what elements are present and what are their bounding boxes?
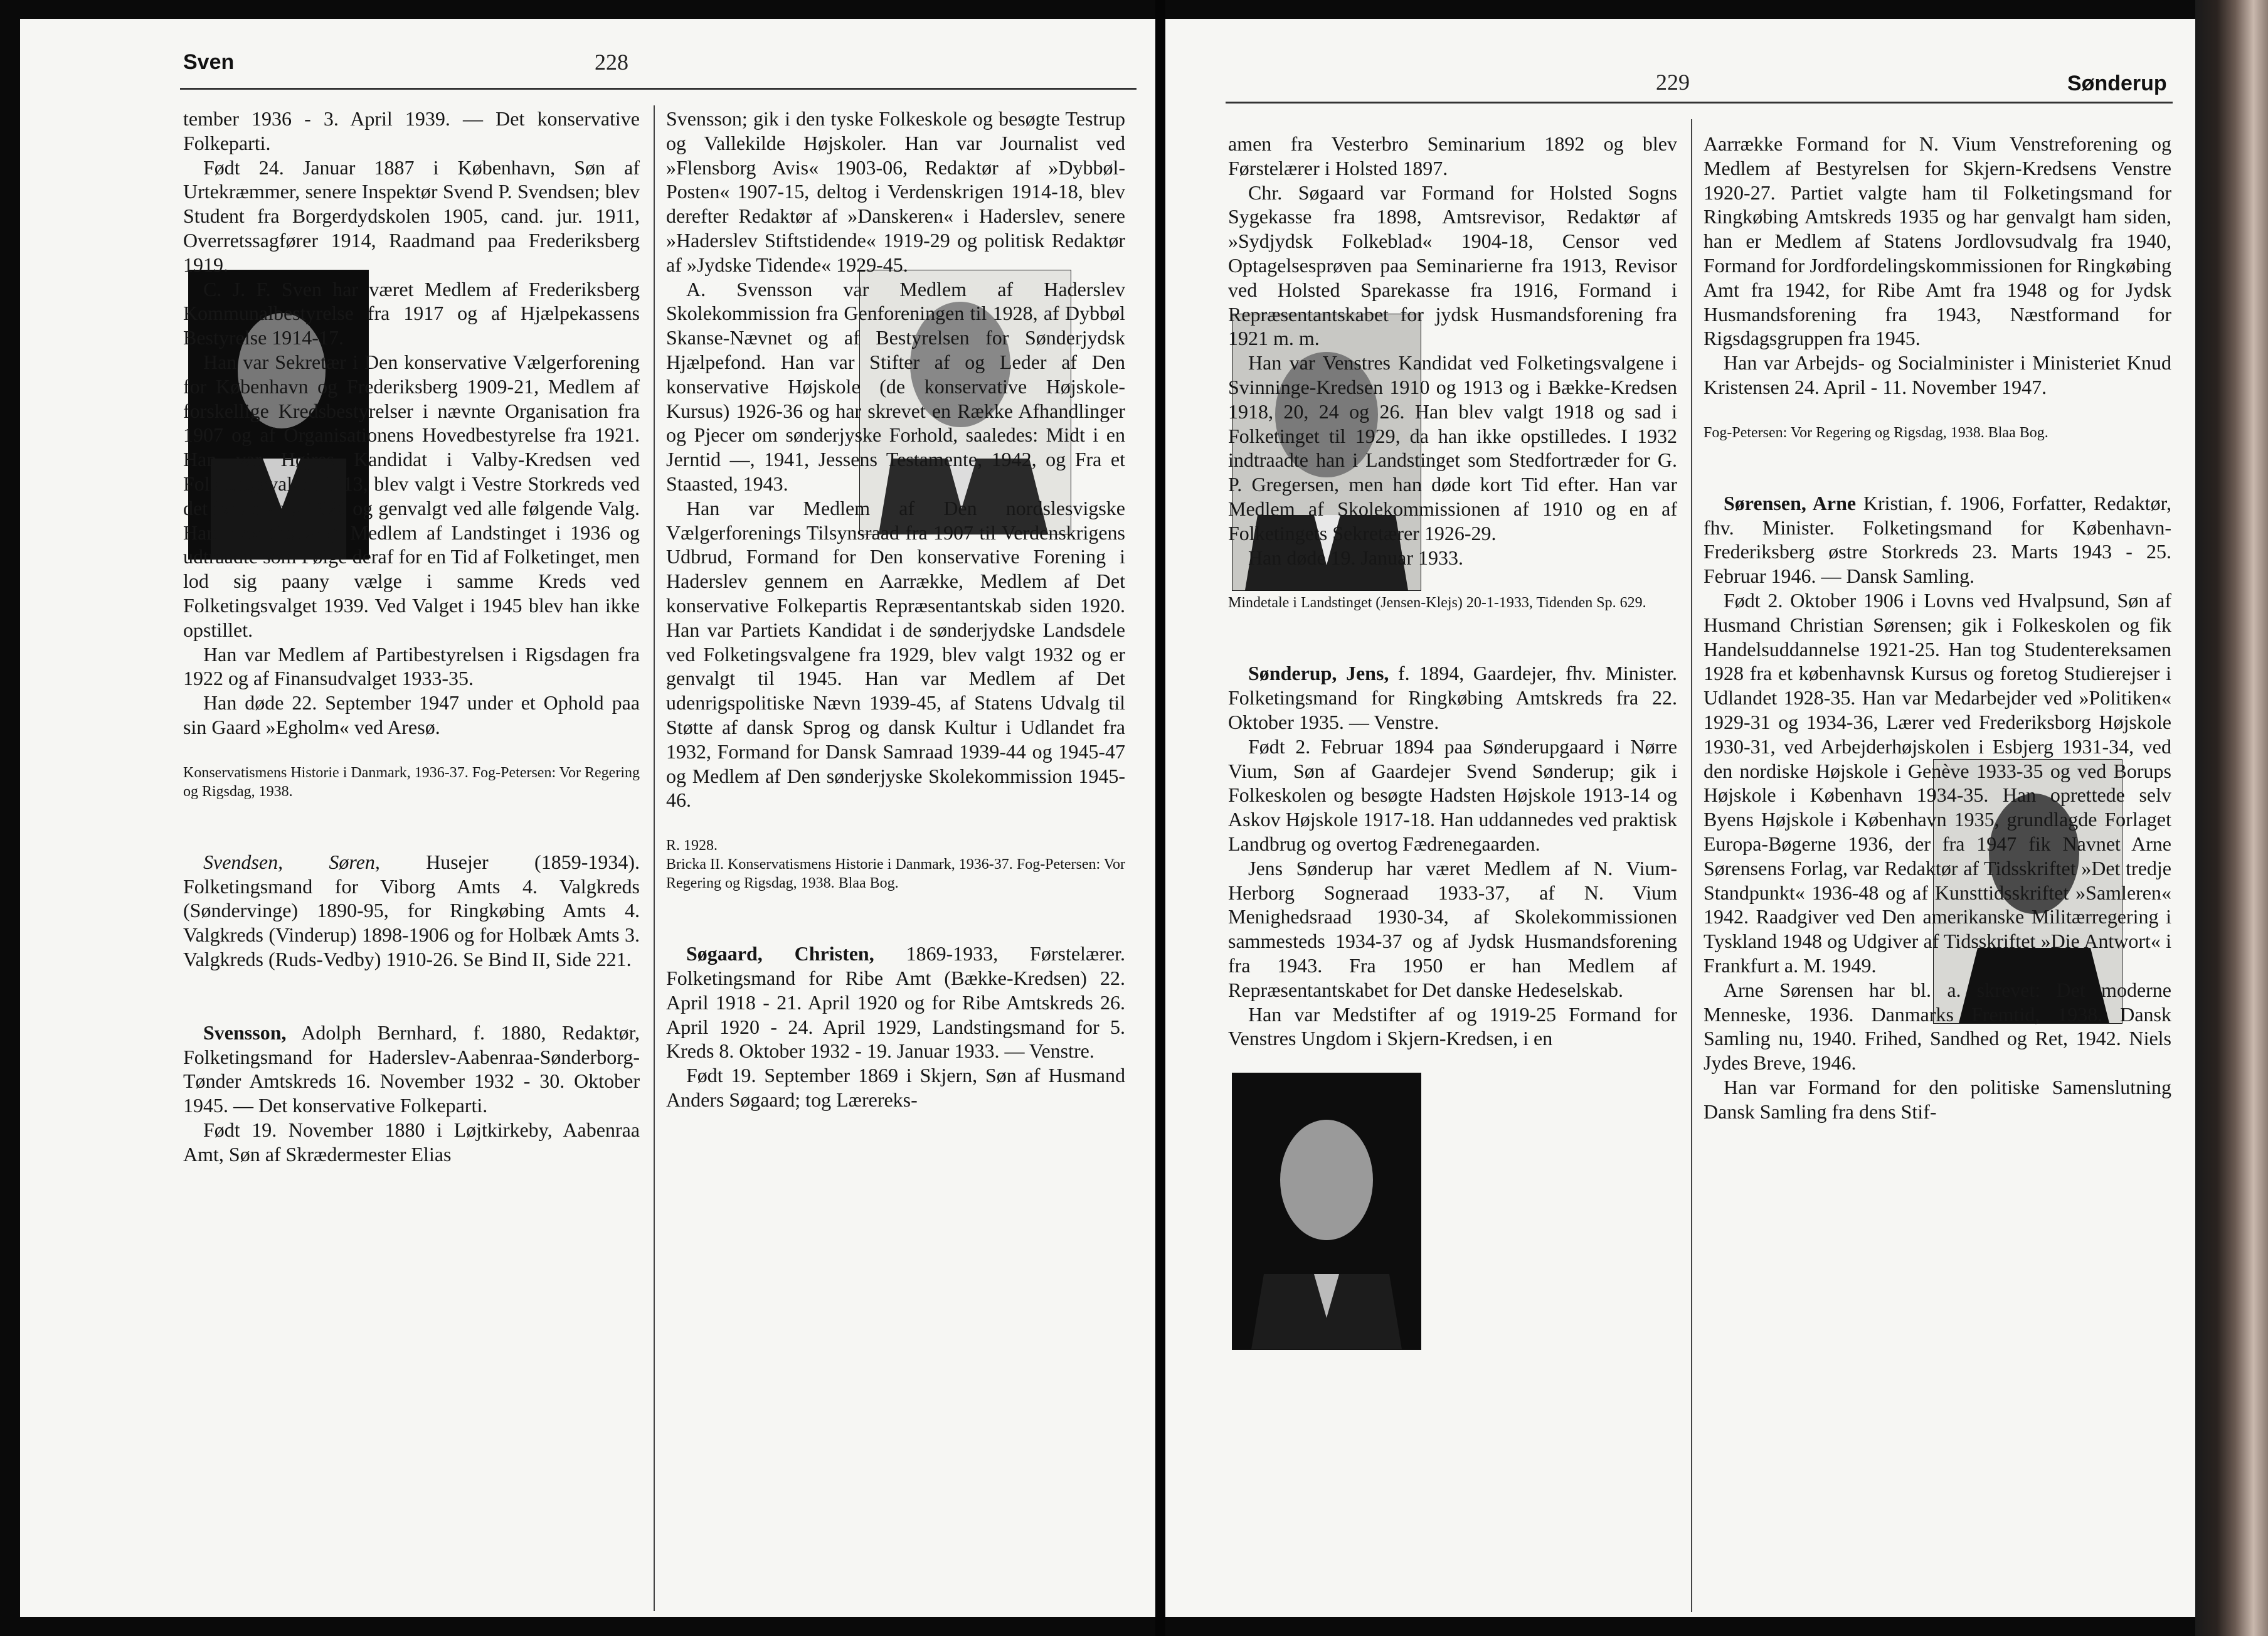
- paragraph: Chr. Søgaard var Formand for Holsted Sogns Sygekasse fra 1898, Amtsrevisor, Redaktør af »Sydjydsk Folkeblad« 1904-18, Censor ved Optagelsesprøven paa Seminarierne fra 1913, Revisor ved Holsted Sparekasse fra 1916, Formand i Repræsentantskabet for jydsk Husmandsforening fra 1921 m. m.: [1228, 181, 1677, 350]
- header-rule: [1226, 102, 2173, 104]
- paragraph: Han var Medlem af Partibestyrelsen i Rigsdagen fra 1922 og af Finansudvalget 1933-35.: [183, 642, 640, 690]
- source-note: Mindetale i Landstinget (Jensen-Klejs) 20-1-1933, Tidenden Sp. 629.: [1228, 595, 1646, 612]
- paragraph: Jens Sønderup har været Medlem af N. Vium-Herborg Sogneraad 1933-37, af N. Vium Menighedsraad 1930-34, af Skolekommissionen sammesteds 1934-37 og af Jydsk Husmandsforening fra 1943. Fra 1950 er han Medlem af Repræsentantskabet for Det danske Hedeselskab.: [1228, 856, 1677, 1001]
- paragraph: Han var Medstifter af og 1919-25 Formand for Venstres Ungdom i Skjern-Kredsen, i en: [1228, 1002, 1677, 1050]
- entry-text: f. 1894, Gaardejer, fhv. Minister. Folketingsmand for Ringkøbing Amtskreds fra 22. Oktober 1935. — Venstre.: [1228, 662, 1678, 733]
- entry-name: Sønderup, Jens,: [1248, 662, 1389, 685]
- source-note: Bricka II. Konservatismens Historie i Danmark, 1936-37. Fog-Petersen: Vor Regering og Rigsdag, 1938. Blaa Bog.: [666, 856, 1125, 892]
- source-note: Konservatismens Historie i Danmark, 1936-37. Fog-Petersen: Vor Regering og Rigsdag, 1938.: [183, 764, 640, 800]
- entry-name: Søgaard, Christen,: [686, 942, 874, 965]
- paragraph: Han var Sekretær i Den konservative Vælgerforening for København og Frederiksberg 1909-21, Medlem af forskellige Kredsbestyrelser i nævnte Organisation fra 1907 og af Organisationens Hovedbestyrelse fra 1921. Han var Højres Kandidat i Valby-Kredsen ved Folketingsvalget 1913, blev valgt i Vestre Storkreds ved det første Valg 1920 og genvalgt ved alle følgende Valg. Han blev tingvalgt Medlem af Landstinget i 1936 og udtraadte som Følge deraf for en Tid af Folketinget, men lod sig paany vælge i samme Kreds ved Folketingsvalget 1939. Ved Valget i 1945 blev han ikke opstillet.: [183, 350, 640, 641]
- source-note: Fog-Petersen: Vor Regering og Rigsdag, 1938. Blaa Bog.: [1704, 424, 2048, 441]
- paragraph: Arne Sørensen har bl. a. skrevet: Det moderne Menneske, 1936. Danmarks Fremtid, 1938. Dansk Samling nu, 1940. Frihed, Sandhed og Ret, 1942. Niels Jydes Breve, 1946.: [1704, 978, 2171, 1075]
- paragraph: amen fra Vesterbro Seminarium 1892 og blev Førstelærer i Holsted 1897.: [1228, 132, 1677, 179]
- paragraph: Aarrække Formand for N. Vium Venstreforening og Medlem af Bestyrelsen for Skjern-Kredsens Venstre 1920-27. Partiet valgte ham til Folketingsmand for Ringkøbing Amtskreds 1935 og har genvalgt ham siden, han er Medlem af Statens Jordlovsudvalg fra 1940, Formand for Jordfordelingskommissionen for Ringkøbing Amt fra 1942, for Ribe Amt fra 1948 og for Jydsk Husmandsforening fra 1943, Næstformand for Rigsdagsgruppen fra 1945.: [1704, 132, 2171, 350]
- left-page: [20, 19, 1155, 1617]
- paragraph: tember 1936 - 3. April 1939. — Det konservative Folkeparti.: [183, 107, 640, 154]
- right-page: [1165, 19, 2195, 1617]
- entry-text: Husejer (1859-1934). Folketingsmand for Viborg Amts 4. Valgkreds (Søndervinge) 1890-95, for Ringkøbing Amts 4. Valgkreds (Vinderup) 1898-1906 og for Holbæk Amts 3. Valgkreds (Ruds-Vedby) 1910-26. Se Bind II, Side 221.: [183, 850, 640, 970]
- entry-name: Sørensen, Arne: [1724, 491, 1857, 514]
- right-column-1: [1228, 132, 1677, 1051]
- running-head: Sven: [183, 50, 235, 74]
- entry-name: Svendsen, Søren,: [203, 850, 380, 873]
- paragraph: A. Svensson var Medlem af Haderslev Skolekommission fra Genforeningen til 1928, af Dybbøl Skanse-Nævnet og af Bestyrelsen for Sønderjydsk Hjælpefond. Han var Stifter af og Leder af Den konservative Højskole (de konservative Højskole-Kursus) 1926-36 og har skrevet en Række Afhandlinger og Pjecer om sønderjyske Forhold, saaledes: Midt i en Jerntid —, 1941, Jessens Testamente, 1942, og Fra et Staasted, 1943.: [666, 277, 1125, 495]
- paragraph: Han var Venstres Kandidat ved Folketingsvalgene i Svinninge-Kredsen 1910 og 1913 og i Bække-Kredsen 1918, 20, 24 og 26. Han blev valgt 1918 og sad i Folketinget til 1929, da han ikke opstilledes. I 1932 indtraadte han i Landstinget som Stedfortræder for G. P. Gregersen, men han døde kort Tid efter. Han var Medlem af Skolekommissionen af 1910 og en af Folketingets Sekretærer 1926-29.: [1228, 351, 1677, 544]
- entry-text: 1869-1933, Førstelærer. Folketingsmand for Ribe Amt (Bække-Kredsen) 22. April 1918 - 21. April 1920 og for Ribe Amtskreds 26. April 1920 - 24. April 1929, Landstingsmand for 5. Kreds 8. Oktober 1932 - 19. Januar 1933. — Venstre.: [666, 942, 1126, 1063]
- running-head: Sønderup: [2067, 72, 2167, 95]
- column-rule: [1691, 119, 1692, 1612]
- portrait-sonderup: [1232, 1073, 1421, 1350]
- paragraph: Født 24. Januar 1887 i København, Søn af Urtekræmmer, senere Inspektør Svend P. Svendsen; blev Student fra Borgerdydskolen 1905, cand. jur. 1911, Overretssagfører 1914, Raadmand paa Frederiksberg 1919.: [183, 156, 640, 276]
- paragraph: Svensson; gik i den tyske Folkeskole og besøgte Testrup og Vallekilde Højskoler. Han var Journalist ved »Flensborg Avis« 1903-06, Redaktør af »Dybbøl-Posten« 1907-15, deltog i Verdenskrigen 1914-18, blev derefter Redaktør af »Danskeren« i Haderslev, senere »Haderslev Stiftstidende« 1919-29 og politisk Redaktør af »Jydske Tidende« 1929-45.: [666, 107, 1125, 276]
- left-column-2: [666, 107, 1125, 1112]
- paragraph: C. J. F. Sven har været Medlem af Frederiksberg Kommunalbestyrelse fra 1917 og af Hjælpekassens Bestyrelse 1914-17.: [183, 277, 640, 349]
- paragraph: Han var Formand for den politiske Samenslutning Dansk Samling fra dens Stif-: [1704, 1075, 2171, 1123]
- column-rule: [654, 105, 655, 1611]
- entry-name: Svensson,: [203, 1021, 287, 1044]
- entry-text: Adolph Bernhard, f. 1880, Redaktør, Folketingsmand for Haderslev-Aabenraa-Sønderborg-Tønder Amtskreds 16. November 1932 - 30. Oktober 1945. — Det konservative Folkeparti.: [183, 1021, 640, 1117]
- page-number: 229: [1656, 70, 1690, 95]
- right-column-2: [1704, 132, 2171, 1123]
- book-spine: [1155, 0, 1165, 1636]
- paragraph: Han døde 19. Januar 1933.: [1248, 546, 1464, 569]
- paragraph: Født 2. Februar 1894 paa Sønderupgaard i Nørre Vium, Søn af Gaardejer Svend Sønderup; gik i Folkeskolen og besøgte Hadsten Højskole 1913-14 og Askov Højskole 1917-18. Han uddannedes ved praktisk Landbrug og overtog Fædrenegaarden.: [1228, 735, 1677, 855]
- paragraph: Han var Medlem af Den nordslesvigske Vælgerforenings Tilsynsraad fra 1907 til Verdenskrigens Udbrud, Formand for Den konservative Forening i Haderslev gennem en Aarrække, Medlem af Det konservative Folkepartis Repræsentantskab siden 1920. Han var Partiets Kandidat i de sønderjydske Landsdele ved Folketingsvalgene fra 1929, blev valgt 1932 og er genvalgt til 1945. Han var Medlem af Det udenrigspolitiske Nævn 1939-45, af Statens Udvalg til Støtte af dansk Sprog og dansk Kultur i Udlandet fra 1932, Formand for Dansk Samraad 1939-44 og 1945-47 og Medlem af Den sønderjyske Skolekommission 1945-46.: [666, 496, 1125, 812]
- paragraph: Født 2. Oktober 1906 i Lovns ved Hvalpsund, Søn af Husmand Christian Sørensen; gik i Folkeskolen og fik Handelsuddannelse 1921-25. Han tog Studentereksamen 1928 fra et københavnsk Kursus og foretog Studierejser i Udlandet 1928-35. Han var Medarbejder ved »Politiken« 1929-31 og 1934-36, Lærer ved Frederiksborg Højskole 1930-31, ved Arbejderhøjskolen i Esbjerg 1931-34, ved den nordiske Højskole i Genève 1933-35 og ved Borups Højskole i København 1934-35. Han oprettede selv Byens Højskole i København 1935, grundlagde Forlaget Europa-Bøgerne 1936, der fra 1947 fik Navnet Arne Sørensens Forlag, var Redaktør af Tidsskriftet »Det tredje Standpunkt« 1936-48 og af Kunsttidsskriftet »Samleren« 1942. Raadgiver ved Den amerikanske Militærregering i Tyskland 1948 og Udgiver af Tidsskriftet »Die Antwort« i Frankfurt a. M. 1949.: [1704, 588, 2171, 977]
- header-rule: [180, 88, 1137, 90]
- paragraph: Født 19. November 1880 i Løjtkirkeby, Aabenraa Amt, Søn af Skrædermester Elias: [183, 1118, 640, 1166]
- paragraph: Han var Arbejds- og Socialminister i Ministeriet Knud Kristensen 24. April - 11. November 1947.: [1704, 351, 2171, 398]
- paragraph: Han døde 22. September 1947 under et Ophold paa sin Gaard »Egholm« ved Aresø.: [183, 691, 640, 738]
- book-edge: [2195, 0, 2268, 1636]
- left-column-1: [183, 107, 640, 1166]
- source-note: R. 1928.: [666, 837, 718, 854]
- entry-text: Kristian, f. 1906, Forfatter, Redaktør, fhv. Minister. Folketingsmand for København-Frederiksberg østre Storkreds 23. Marts 1943 - 25. Februar 1946. — Dansk Samling.: [1704, 491, 2172, 588]
- paragraph: Født 19. September 1869 i Skjern, Søn af Husmand Anders Søgaard; tog Lærereks-: [666, 1064, 1125, 1111]
- page-number: 228: [595, 50, 628, 75]
